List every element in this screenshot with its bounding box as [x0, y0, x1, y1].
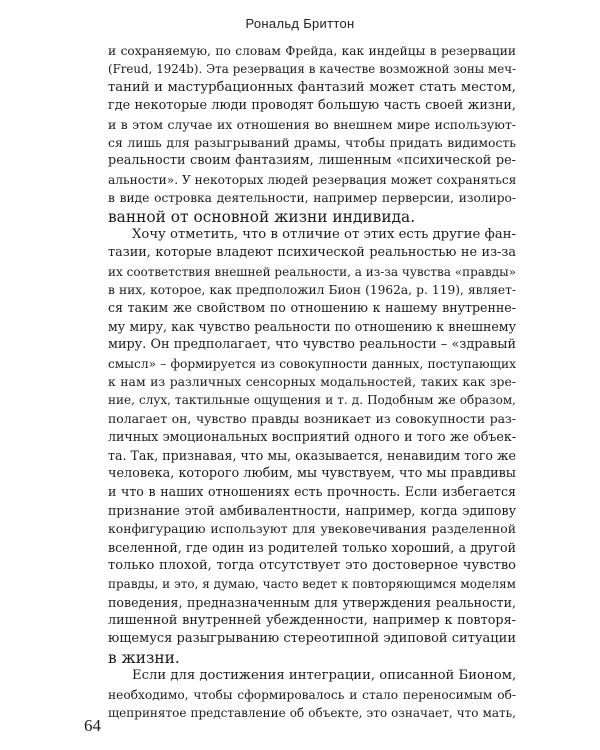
- page-number: 64: [84, 716, 101, 735]
- text-line: их соответствия внешней реальности, а из-за чувства «правды»: [108, 264, 516, 279]
- text-line: вселенной, где один из родителей только хороший, а другой: [108, 539, 516, 555]
- text-line: Хочу отметить, что в отличие от этих есть другие фан-: [132, 226, 516, 242]
- text-line: поведения, предназначенным для утверждения реальности,: [108, 594, 516, 610]
- text-line: ние, слух, тактильные ощущения и т. д. Подобным же образом,: [108, 393, 516, 408]
- text-line: ся лишь для разыгрываний драмы, чтобы придать видимость: [108, 134, 516, 150]
- text-line: в виде островка деятельности, например перверсии, изолиро-: [108, 191, 516, 206]
- text-line: в жизни.: [108, 648, 180, 667]
- text-line: миру. Он предполагает, что чувство реальности – «здравый: [108, 337, 516, 353]
- text-line: щепринятое представление об объекте, это означает, что мать,: [108, 706, 516, 720]
- text-line: му миру, как чувство реальности по отношению к внешнему: [108, 318, 516, 334]
- text-line: в них, которое, как предположил Бион (1962а, р. 119), являет-: [108, 283, 516, 298]
- text-line: конфигурацию используют для увековечивания разделенной: [108, 521, 516, 537]
- text-line: ванной от основной жизни индивида.: [108, 207, 416, 226]
- text-line: и что в наших отношениях есть прочность. Если избегается: [108, 484, 516, 500]
- text-line: та. Так, признавая, что мы, оказывается, ненавидим того же: [108, 447, 516, 463]
- text-line: к нам из различных сенсорных модальностей, таких как зре-: [108, 374, 516, 389]
- text-line: правды, и это, я думаю, часто ведет к повторяющимся моделям: [108, 577, 516, 592]
- text-line: Если для достижения интеграции, описанной Бионом,: [132, 668, 517, 684]
- text-line: тазии, которые владеют психической реальностью не из-за: [108, 245, 516, 261]
- text-line: где некоторые люди проводят большую часть своей жизни,: [108, 98, 516, 114]
- text-line: необходимо, чтобы сформировалось и стало переносимым об-: [108, 687, 516, 702]
- text-line: таний и мастурбационных фантазий может стать местом,: [108, 79, 516, 95]
- text-line: и в этом случае их отношения во внешнем мире используют-: [108, 116, 516, 132]
- running-head-author: Рональд Бриттон: [245, 16, 355, 31]
- text-line: личных эмоциональных восприятий одного и того же объек-: [108, 429, 516, 445]
- text-line: признание этой амбивалентности, например, когда эдипову: [108, 502, 516, 518]
- text-line: полагает он, чувство правды возникает из совокупности раз-: [108, 410, 516, 426]
- text-line: и сохраняемую, по словам Фрейда, как индейцы в резервации: [108, 44, 516, 58]
- text-line: человека, которого любим, мы чувствуем, что мы правдивы: [108, 465, 516, 481]
- text-line: ющемуся разыгрыванию стереотипной эдиповой ситуации: [108, 631, 516, 647]
- text-line: (Freud, 1924b). Эта резервация в качестве возможной зоны меч-: [108, 62, 516, 77]
- text-line: смысл» – формируется из совокупности данных, поступающих: [108, 356, 516, 371]
- text-line: реальности своим фантазиям, лишенным «психической ре-: [108, 153, 516, 169]
- text-line: лишенной внутренней убежденности, например к повторя-: [108, 613, 516, 629]
- text-line: только плохой, тогда отсутствует это достоверное чувство: [108, 557, 516, 573]
- text-line: альности». У некоторых людей резервация может сохраняться: [108, 172, 517, 187]
- text-line: ся таким же свойством по отношению к нашему внутренне-: [108, 300, 516, 316]
